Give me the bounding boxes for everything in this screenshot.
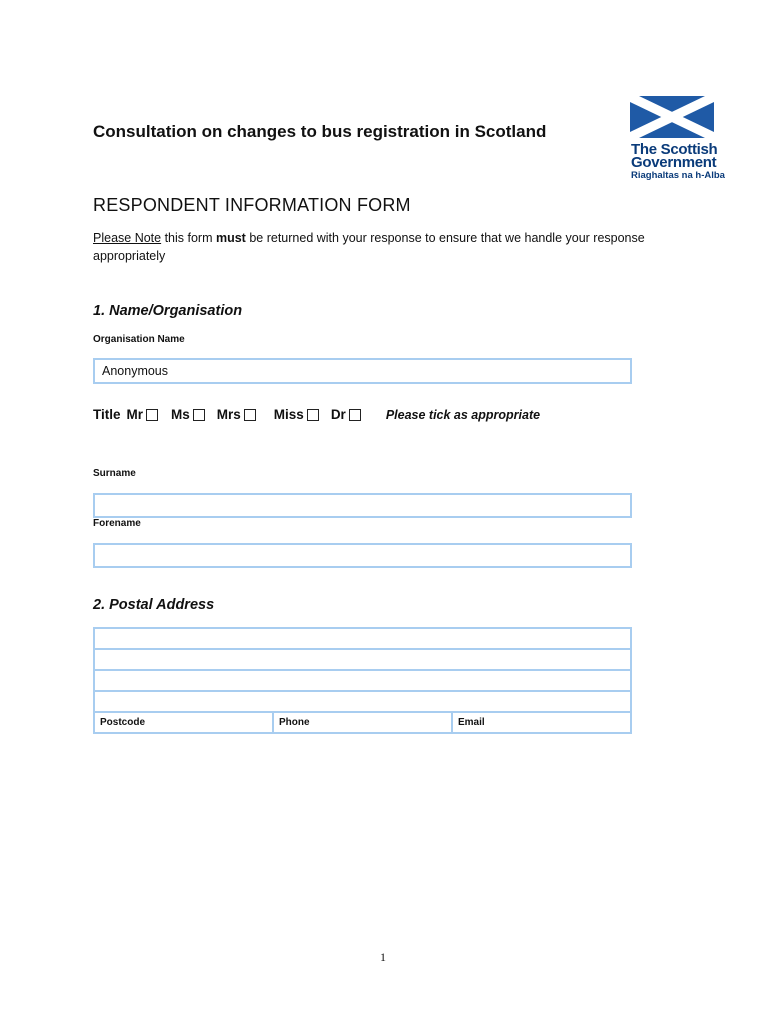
form-heading: RESPONDENT INFORMATION FORM: [93, 195, 411, 215]
surname-label: Surname: [93, 468, 136, 479]
organisation-name-field[interactable]: [93, 358, 632, 384]
section-heading-name-organisation: 1. Name/Organisation: [93, 303, 243, 319]
title-option-label: Miss: [273, 407, 304, 422]
title-option-label: Mr: [126, 407, 144, 422]
title-options-row: [93, 407, 540, 422]
saltire-flag-icon: [630, 96, 714, 138]
scottish-government-logo: [618, 92, 728, 184]
title-option-mrs[interactable]: [217, 407, 256, 422]
tick-hint: Please tick as appropriate: [385, 407, 541, 422]
note-text-2: be returned with your response to ensure that we handle your response appropriately: [93, 231, 645, 263]
checkbox-dr[interactable]: [349, 409, 361, 421]
email-label: Email: [458, 717, 485, 728]
contact-row: [93, 711, 632, 734]
address-line-field[interactable]: [93, 690, 632, 713]
address-line-field[interactable]: [93, 648, 632, 671]
checkbox-mr[interactable]: [146, 409, 158, 421]
logo-text-line3: Riaghaltas na h-Alba: [631, 170, 725, 181]
title-option-mr[interactable]: [127, 407, 159, 422]
postal-address-table: [93, 627, 632, 734]
checkbox-ms[interactable]: [193, 409, 205, 421]
phone-field[interactable]: [272, 711, 453, 734]
note-emphasis: must: [215, 231, 246, 245]
title-option-label: Ms: [171, 407, 190, 422]
forename-field[interactable]: [93, 543, 632, 568]
email-field[interactable]: [451, 711, 632, 734]
surname-field[interactable]: [93, 493, 632, 518]
note-prefix: Please Note: [93, 231, 162, 245]
title-option-ms[interactable]: [171, 407, 205, 422]
organisation-name-value: Anonymous: [102, 364, 169, 378]
title-label: Title: [93, 407, 121, 422]
postcode-field[interactable]: [93, 711, 274, 734]
title-option-dr[interactable]: [331, 407, 361, 422]
phone-label: Phone: [279, 717, 310, 728]
title-option-label: Mrs: [216, 407, 241, 422]
logo-text-line1: The Scottish: [631, 141, 718, 158]
section-heading-postal-address: 2. Postal Address: [93, 597, 215, 613]
address-line-field[interactable]: [93, 669, 632, 692]
address-line-field[interactable]: [93, 627, 632, 650]
postcode-label: Postcode: [100, 717, 146, 728]
note-text-1: this form: [161, 231, 216, 245]
document-title: Consultation on changes to bus registration in Scotland: [93, 122, 547, 141]
organisation-name-label: Organisation Name: [93, 334, 185, 345]
form-note: [93, 229, 683, 265]
checkbox-mrs[interactable]: [244, 409, 256, 421]
title-option-miss[interactable]: [274, 407, 319, 422]
logo-text-line2: Government: [631, 154, 717, 171]
title-option-label: Dr: [330, 407, 346, 422]
page-number: 1: [380, 950, 386, 964]
checkbox-miss[interactable]: [307, 409, 319, 421]
forename-label: Forename: [93, 518, 141, 529]
